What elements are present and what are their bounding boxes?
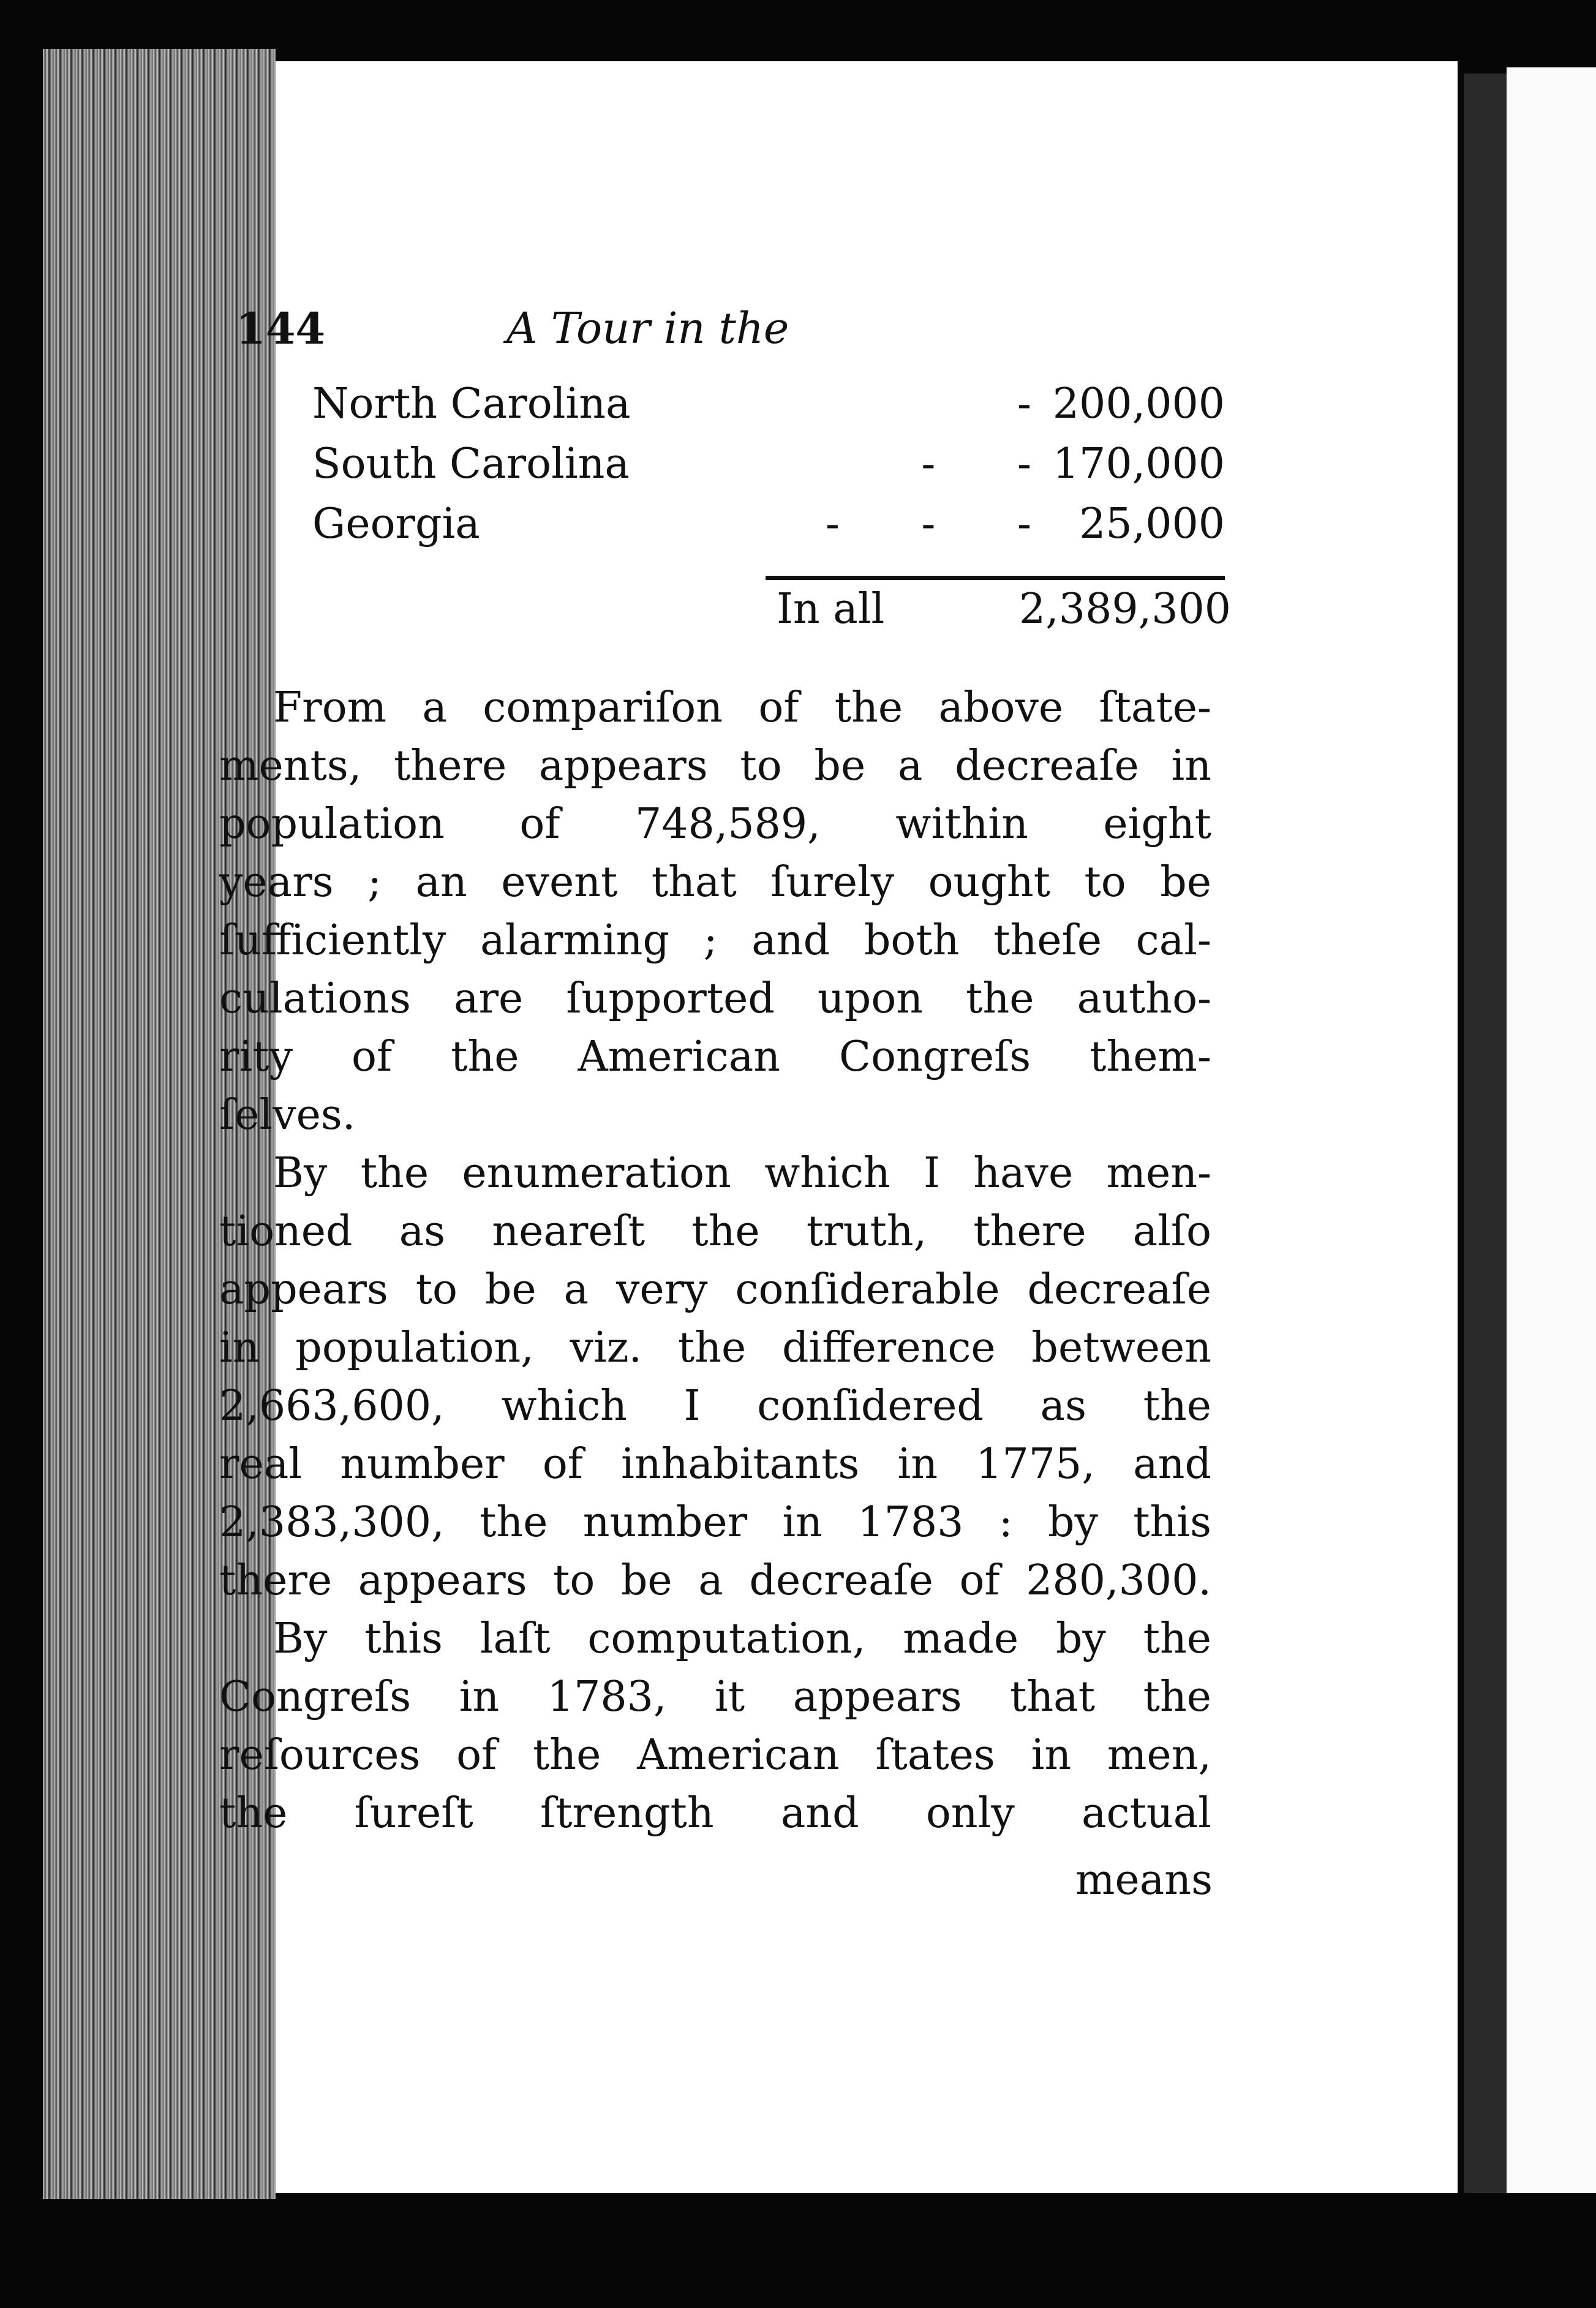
text-line: population of 748,589, within eight — [219, 800, 1211, 848]
text-line: culations are ſupported upon the autho- — [219, 975, 1211, 1023]
population-value: 200,000 — [1052, 380, 1225, 428]
text-line: reſources of the American ſtates in men, — [219, 1731, 1211, 1779]
page-number: 144 — [236, 303, 326, 354]
catchword: means — [1075, 1856, 1213, 1904]
state-name: South Carolina — [312, 440, 630, 488]
table-row — [312, 440, 1225, 495]
state-name: North Carolina — [312, 380, 631, 428]
text-line: the ſureſt ſtrength and only actual — [219, 1789, 1211, 1838]
text-line: From a compariſon of the above ſtate- — [273, 684, 1211, 732]
table-row — [312, 500, 1225, 555]
text-line: appears to be a very conſiderable decreaſe — [219, 1265, 1211, 1314]
text-line: there appears to be a decreaſe of 280,300. — [219, 1556, 1211, 1605]
text-line: By the enumeration which I have men- — [273, 1149, 1211, 1197]
leader-dashes: - - - — [825, 500, 1066, 548]
state-name: Georgia — [312, 500, 480, 548]
text-line: rity of the American Congreſs them- — [219, 1033, 1211, 1081]
body-text — [219, 679, 1211, 1842]
running-title: A Tour in the — [506, 303, 789, 353]
sum-rule — [766, 576, 1225, 580]
leader-dashes: - - — [921, 440, 1066, 488]
page-header — [236, 303, 1154, 358]
text-line: in population, viz. the difference between — [219, 1324, 1211, 1372]
population-value: 25,000 — [1079, 500, 1225, 548]
population-value: 170,000 — [1052, 440, 1225, 488]
facing-page-edge — [1507, 67, 1596, 2193]
total-row — [777, 585, 1231, 640]
total-label: In all — [777, 585, 885, 633]
text-line: 2,383,300, the number in 1783 : by this — [219, 1498, 1211, 1547]
table-row — [312, 380, 1225, 435]
text-line: Congreſs in 1783, it appears that the — [219, 1673, 1211, 1721]
text-line: ſelves. — [219, 1091, 356, 1139]
binding-shadow — [1464, 74, 1507, 2193]
text-line: 2,663,600, which I conſidered as the — [219, 1382, 1211, 1430]
total-value: 2,389,300 — [1018, 585, 1231, 633]
text-line: ſufficiently alarming ; and both theſe cal- — [219, 916, 1211, 965]
leader-dashes: - — [1017, 380, 1066, 428]
text-line: ments, there appears to be a decreaſe in — [219, 742, 1211, 790]
text-line: By this laſt computation, made by the — [273, 1615, 1211, 1663]
text-line: tioned as neareſt the truth, there alſo — [219, 1207, 1211, 1256]
text-line: years ; an event that ſurely ought to be — [219, 858, 1211, 907]
text-line: real number of inhabitants in 1775, and — [219, 1440, 1211, 1488]
